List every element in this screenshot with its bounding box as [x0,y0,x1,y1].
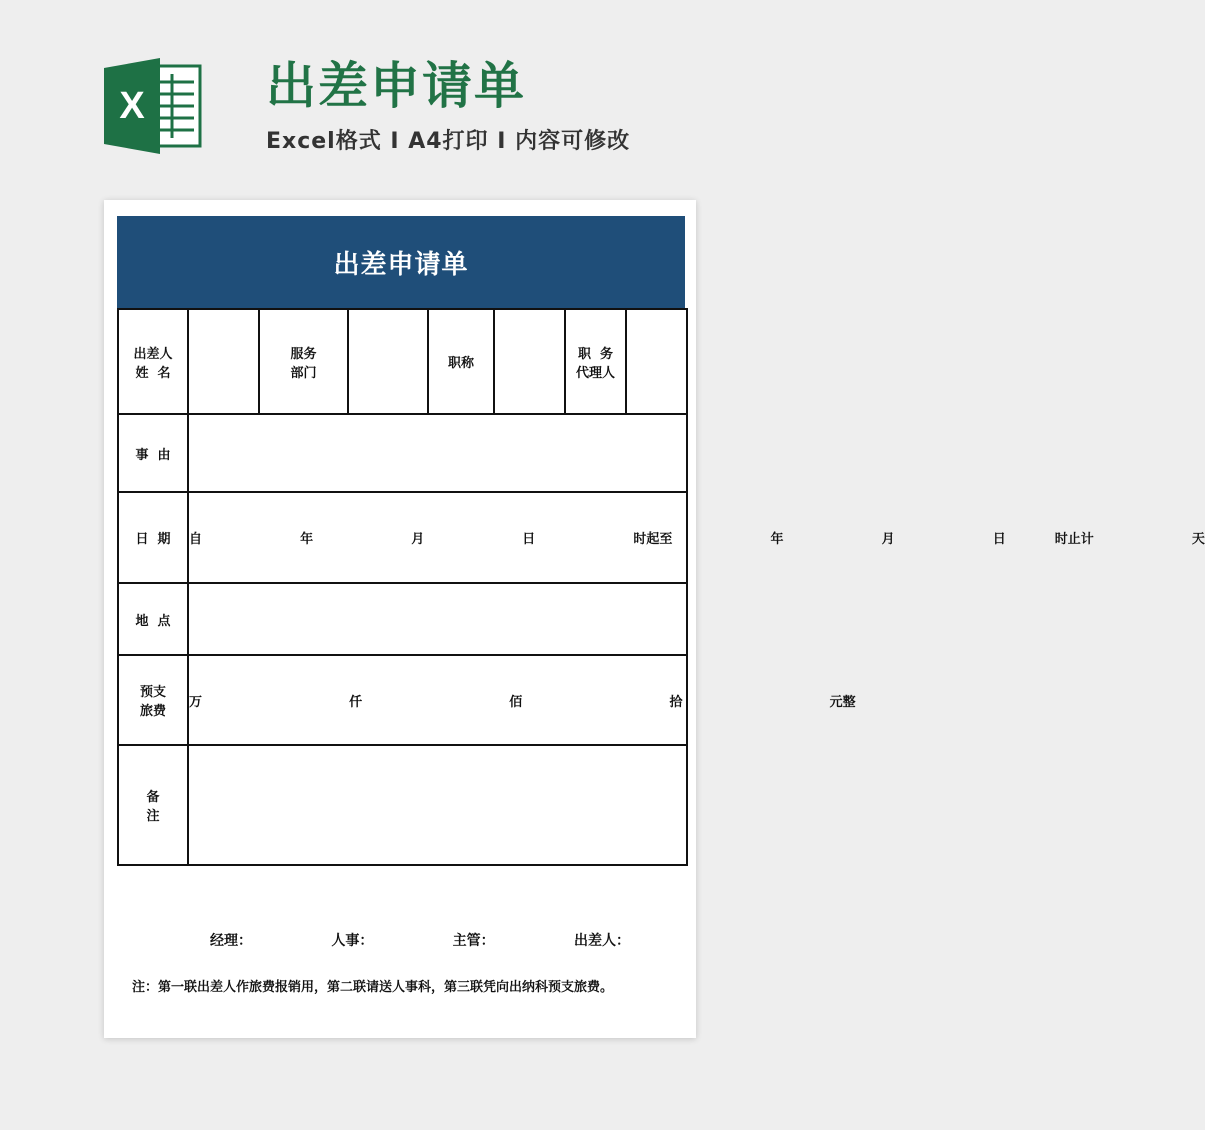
advance-input-cell[interactable] [188,655,856,745]
signature-supervisor: 主管： [452,933,495,949]
name-input-cell[interactable] [188,309,259,414]
dept-label-cell: 服务 部门 [259,309,348,414]
footnote: 注：第一联出差人作旅费报销用，第二联请送人事科，第三联凭向出纳科预支旅费。 [132,980,614,995]
dept-input-cell[interactable] [348,309,428,414]
advance-amount-text: 万 仟 佰 拾 元整 [189,694,856,710]
table-row [118,309,687,414]
reason-input-cell[interactable] [188,414,687,492]
advance-label-cell: 预支 旅费 [118,655,188,745]
date-range-text: 自 年 月 日 时起至 年 月 日 时止计 天 [189,532,1205,547]
signature-traveler: 出差人： [573,933,630,949]
agent-label-cell: 职 务 代理人 [565,309,626,414]
date-input-cell[interactable] [188,492,1205,583]
page-subtitle: Excel格式 Ⅰ A4打印 Ⅰ 内容可修改 [266,129,631,154]
signature-hr: 人事： [331,933,374,949]
excel-logo-icon [104,58,202,154]
name-label-cell: 出差人 姓 名 [118,309,188,414]
signature-row [210,930,630,950]
title-label-cell: 职称 [428,309,494,414]
title-input-cell[interactable] [494,309,565,414]
signature-manager: 经理： [210,933,252,949]
form-heading: 出差申请单 [117,216,685,308]
place-input-cell[interactable] [188,583,687,655]
date-label-cell: 日 期 [118,492,188,583]
remark-label-cell: 备 注 [118,745,188,865]
page-title: 出差申请单 [266,57,526,115]
table-row [118,745,687,865]
remark-input-cell[interactable] [188,745,687,865]
agent-input-cell[interactable] [626,309,687,414]
svg-text:X: X [119,85,145,127]
table-row [118,655,687,745]
place-label-cell: 地 点 [118,583,188,655]
table-row [118,583,687,655]
table-row [118,492,687,583]
table-row [118,414,687,492]
reason-label-cell: 事 由 [118,414,188,492]
application-form-table [117,308,1205,866]
